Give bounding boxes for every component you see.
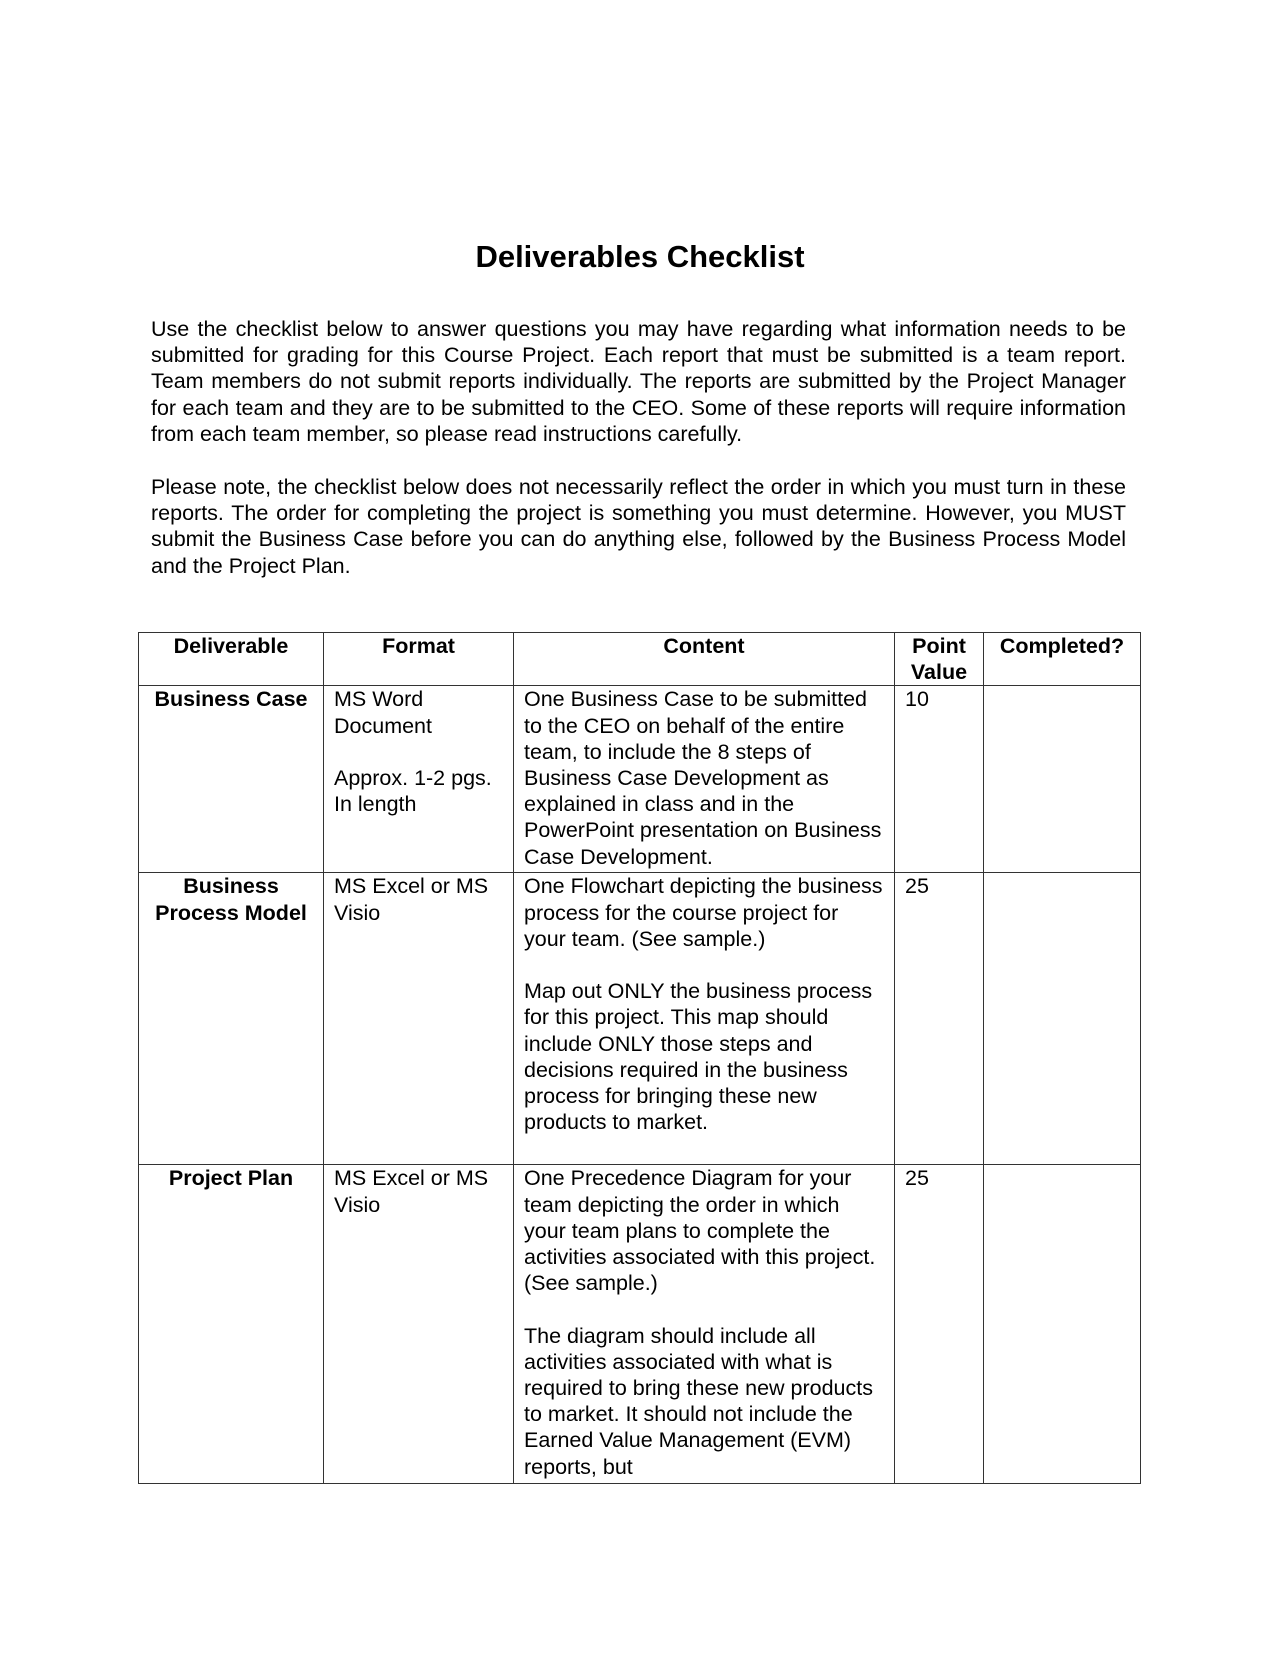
format-text: MS Excel or MS Visio [334,874,489,925]
content-cell [514,686,895,873]
intro-paragraph: Use the checklist below to answer questions you may have regarding what information needs to be submitted for grading for this Course Project. Each report that must be submitted is a team report. Team members do not submit reports individually. The reports are submitted by the Project Manager for each team and they are to be submitted to the CEO. Some of these reports will require information from each team member, so please read instructions carefully. [151,317,1126,446]
completed-cell[interactable] [984,1165,1141,1484]
format-cell [324,1165,514,1484]
table-row [139,686,1141,873]
table-row [139,873,1141,1165]
header-point-value: Point Value [895,633,984,686]
point-value-cell: 25 [895,873,984,1165]
table-header-row [139,633,1141,686]
content-text: One Business Case to be submitted to the CEO on behalf of the entire team, to include the 8 steps of Business Case Development as explained in class and in the PowerPoint presentation on Business Case Development. [524,687,882,869]
format-text: MS Excel or MS Visio [334,1166,489,1217]
content-text: One Flowchart depicting the business process for the course project for your team. (See sample.) [524,874,883,951]
format-length-text: Approx. 1-2 pgs. In length [334,766,492,817]
content-detail-text: Map out ONLY the business process for this project. This map should include ONLY those steps and decisions required in the business process for bringing these new products to market. [524,979,873,1135]
deliverable-cell: Business Case [139,686,324,873]
format-cell [324,686,514,873]
header-deliverable: Deliverable [139,633,324,686]
header-completed: Completed? [984,633,1141,686]
content-cell [514,1165,895,1484]
format-text: MS Word Document [334,687,432,738]
point-value-cell: 10 [895,686,984,873]
content-text: One Precedence Diagram for your team depicting the order in which your team plans to complete the activities associated with this project. (See sample.) [524,1166,876,1296]
content-cell [514,873,895,1165]
table-row [139,1165,1141,1484]
page-title: Deliverables Checklist [475,239,805,274]
content-detail-text: The diagram should include all activities associated with what is required to bring these new products to market. It should not include the Earned Value Management (EVM) reports, but [524,1323,873,1479]
deliverable-cell: Business Process Model [139,873,324,1165]
format-cell [324,873,514,1165]
completed-cell[interactable] [984,873,1141,1165]
header-content: Content [514,633,895,686]
header-format: Format [324,633,514,686]
deliverables-table [138,632,1141,1484]
completed-cell[interactable] [984,686,1141,873]
point-value-cell: 25 [895,1165,984,1484]
order-note-paragraph: Please note, the checklist below does not necessarily reflect the order in which you must turn in these reports. The order for completing the project is something you must determine. However, you MUST submit the Business Case before you can do anything else, followed by the Business Process Model and the Project Plan. [151,475,1126,578]
deliverable-cell: Project Plan [139,1165,324,1484]
